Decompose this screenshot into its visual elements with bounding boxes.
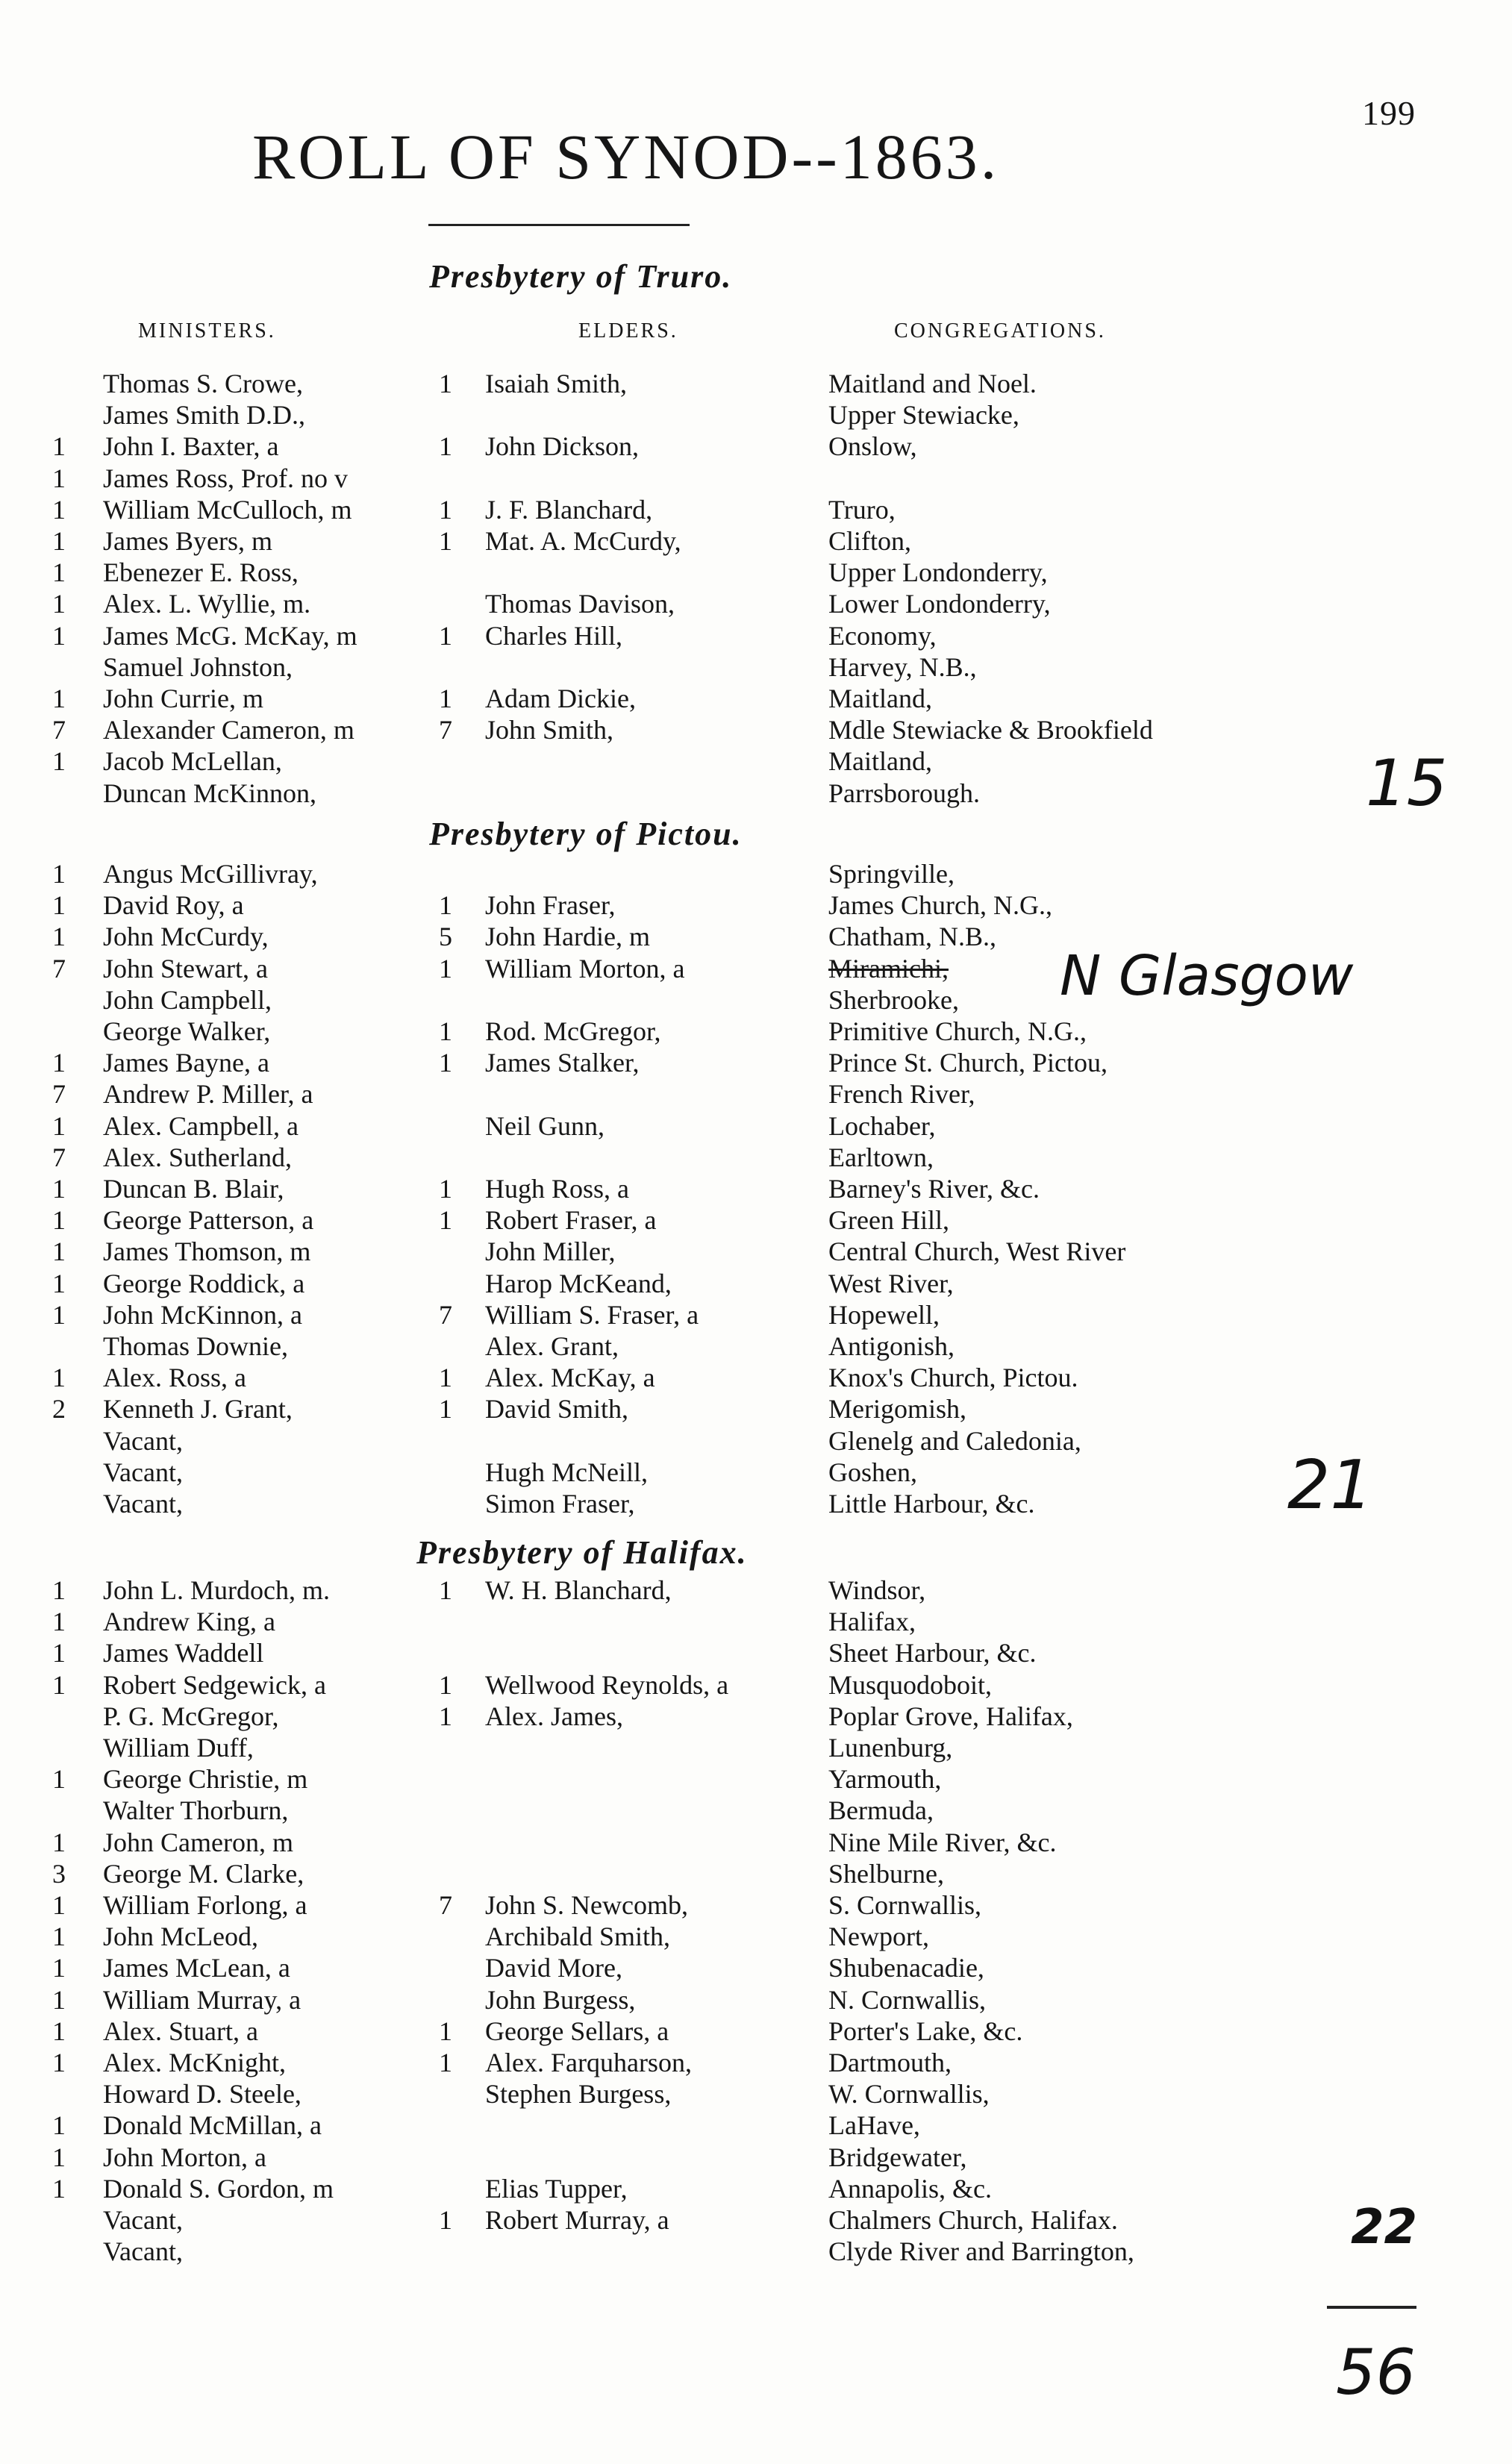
elder-count: 7 [439,1299,452,1330]
minister-count: 1 [52,1205,66,1236]
congregation-name: Annapolis, &c. [828,2173,992,2204]
title-rule [428,224,690,226]
minister-count: 1 [52,557,66,588]
roll-row [0,2236,1512,2267]
elder-name: J. F. Blanchard, [485,494,653,525]
elder-count: 1 [439,890,452,921]
elder-name: Rod. McGregor, [485,1016,661,1046]
minister-name: Jacob McLellan, [103,746,282,777]
roll-row [0,1669,1512,1701]
congregation-name: LaHave, [828,2110,920,2141]
minister-count: 1 [52,2142,66,2172]
congregation-name: Harvey, N.B., [828,651,977,682]
elder-name: Neil Gunn, [485,1110,605,1141]
minister-name: Vacant, [103,1425,183,1456]
minister-name: John McKinnon, a [103,1299,302,1330]
roll-row [0,714,1512,745]
minister-name: Alexander Cameron, m [103,715,354,745]
minister-name: John L. Murdoch, m. [103,1575,330,1605]
elder-count: 1 [439,1174,452,1204]
roll-row [0,525,1512,557]
roll-row [0,1078,1512,1110]
minister-count: 1 [52,922,66,952]
congregation-name: Maitland, [828,684,932,713]
congregation-name: Lochaber, [828,1110,936,1141]
elder-name: John Miller, [485,1236,616,1267]
congregation-name: Goshen, [828,1457,917,1487]
congregation-name: Onslow, [828,431,917,462]
elder-name: John Burgess, [485,1984,636,2015]
congregation-name: Lower Londonderry, [828,589,1051,619]
roll-row [0,588,1512,619]
roll-row [0,1362,1512,1393]
roll-row [0,1858,1512,1889]
congregation-name: W. Cornwallis, [828,2079,990,2110]
elder-count: 1 [439,1363,452,1393]
minister-name: George Roddick, a [103,1268,305,1298]
minister-name: John Cameron, m [103,1827,293,1857]
elder-name: David Smith, [485,1394,629,1425]
minister-name: Walter Thorburn, [103,1795,289,1826]
elder-count: 1 [439,953,452,984]
minister-count: 1 [52,684,66,713]
congregation-name: Hopewell, [828,1299,940,1330]
congregation-name: Central Church, West River [828,1236,1126,1267]
minister-count: 1 [52,463,66,493]
minister-count: 1 [52,890,66,921]
roll-row [0,1984,1512,2016]
minister-name: Angus McGillivray, [103,859,318,889]
minister-name: George Walker, [103,1016,271,1046]
minister-name: David Roy, a [103,890,244,921]
congregation-name: S. Cornwallis, [828,1890,982,1920]
minister-name: James Waddell [103,1638,264,1669]
congregation-name: Porter's Lake, &c. [828,2016,1023,2046]
roll-row [0,1393,1512,1425]
roll-row [0,1268,1512,1299]
roll-row [0,1889,1512,1921]
roll-row [0,1795,1512,1826]
congregation-name: French River, [828,1079,975,1110]
minister-name: James Smith D.D., [103,400,306,431]
congregation-name: Shubenacadie, [828,1953,984,1983]
congregation-name: Knox's Church, Pictou. [828,1363,1078,1393]
minister-name: Howard D. Steele, [103,2079,302,2110]
elder-name: Alex. Farquharson, [485,2048,692,2077]
congregation-name: Chalmers Church, Halifax. [828,2205,1118,2235]
roll-row [0,431,1512,462]
elder-count: 7 [439,1890,452,1920]
congregation-name: Truro, [828,494,896,525]
minister-count: 1 [52,1922,66,1952]
roll-row [0,557,1512,588]
elder-name: Harop McKeand, [485,1268,672,1298]
congregation-name: Poplar Grove, Halifax, [828,1701,1073,1731]
roll-row [0,2078,1512,2110]
minister-name: Vacant, [103,1489,183,1519]
roll-row [0,1921,1512,1952]
page-title: ROLL OF SYNOD--1863. [252,121,1000,193]
minister-name: William Forlong, a [103,1890,307,1920]
congregation-name: Upper Stewiacke, [828,400,1019,431]
roll-row [0,778,1512,809]
minister-count: 1 [52,526,66,556]
minister-name: John Campbell, [103,984,272,1015]
congregation-name: Antigonish, [828,1331,955,1361]
minister-count: 1 [52,431,66,462]
minister-name: William Duff, [103,1733,254,1763]
congregation-name: Barney's River, &c. [828,1174,1040,1204]
minister-count: 7 [52,1079,66,1110]
minister-name: Donald S. Gordon, m [103,2173,334,2204]
congregation-name: Yarmouth, [828,1764,942,1795]
roll-row [0,2204,1512,2236]
minister-name: George M. Clarke, [103,1858,304,1889]
roll-row [0,1204,1512,1236]
roll-row [0,683,1512,714]
congregation-name: Economy, [828,620,937,651]
minister-name: William Murray, a [103,1984,302,2015]
minister-name: Robert Sedgewick, a [103,1669,326,1700]
roll-row [0,2110,1512,2141]
elder-name: John Dickson, [485,431,639,462]
minister-name: Donald McMillan, a [103,2110,322,2141]
congregation-name: West River, [828,1268,954,1298]
elder-name: Stephen Burgess, [485,2079,672,2110]
minister-count: 3 [52,1858,66,1889]
page-number: 199 [1362,94,1416,132]
roll-row [0,1047,1512,1078]
minister-name: Thomas Downie, [103,1331,288,1361]
minister-count: 1 [52,2048,66,2077]
minister-count: 1 [52,1607,66,1637]
congregation-name: Maitland, [828,746,932,777]
elder-name: Adam Dickie, [485,684,636,713]
minister-count: 7 [52,715,66,745]
roll-row [0,889,1512,921]
roll-row [0,1488,1512,1519]
minister-count: 1 [52,1299,66,1330]
elder-name: Mat. A. McCurdy, [485,526,681,556]
elder-name: Alex. Grant, [485,1331,619,1361]
elder-name: William Morton, a [485,953,685,984]
elder-name: Charles Hill, [485,620,622,651]
minister-name: John McCurdy, [103,922,269,952]
roll-row [0,1110,1512,1142]
roll-row [0,494,1512,525]
roll-row [0,463,1512,494]
elder-name: Elias Tupper, [485,2173,628,2204]
elder-count: 1 [439,620,452,651]
elder-name: W. H. Blanchard, [485,1575,672,1605]
congregation-name: Bermuda, [828,1795,934,1826]
elder-name: Thomas Davison, [485,589,675,619]
minister-name: James Ross, Prof. no v [103,463,349,493]
elder-name: Wellwood Reynolds, a [485,1669,729,1700]
minister-name: Vacant, [103,2205,183,2235]
roll-row [0,2047,1512,2078]
congregation-name: Lunenburg, [828,1733,953,1763]
elder-count: 1 [439,1575,452,1605]
elder-count: 1 [439,2205,452,2235]
elder-count: 1 [439,2016,452,2046]
roll-row [0,620,1512,651]
minister-count: 1 [52,1268,66,1298]
elder-name: John Hardie, m [485,922,650,952]
elder-count: 1 [439,1394,452,1425]
minister-count: 1 [52,859,66,889]
elder-count: 1 [439,526,452,556]
handwritten-total: 56 [1336,2336,1416,2409]
roll-row [0,858,1512,889]
minister-name: Alex. Ross, a [103,1363,246,1393]
elder-count: 1 [439,2048,452,2077]
minister-count: 1 [52,2173,66,2204]
minister-name: John Currie, m [103,684,263,713]
congregation-name: Sheet Harbour, &c. [828,1638,1037,1669]
minister-count: 1 [52,1669,66,1700]
roll-row [0,1425,1512,1457]
congregation-name: Prince St. Church, Pictou, [828,1048,1108,1078]
congregation-name: Dartmouth, [828,2048,952,2077]
roll-row [0,1016,1512,1047]
minister-name: James McG. McKay, m [103,620,357,651]
congregation-name: N. Cornwallis, [828,1984,986,2015]
elder-name: Alex. McKay, a [485,1363,655,1393]
minister-count: 2 [52,1394,66,1425]
congregation-name: Green Hill, [828,1205,949,1236]
elder-count: 1 [439,1016,452,1046]
minister-name: James Thomson, m [103,1236,311,1267]
roll-row [0,1827,1512,1858]
congregation-name: Musquodoboit, [828,1669,993,1700]
minister-count: 1 [52,746,66,777]
handwritten-pictou-count: 21 [1287,1446,1373,1525]
congregation-name: James Church, N.G., [828,890,1052,921]
minister-count: 1 [52,1363,66,1393]
handwritten-halifax-count: 22 [1351,2200,1418,2255]
handwritten-rule [1327,2306,1416,2309]
congregation-name: Newport, [828,1922,929,1952]
minister-count: 1 [52,1764,66,1795]
handwritten-pictou-note: N Glasgow [1060,944,1354,1008]
minister-count: 1 [52,1953,66,1983]
elder-name: William S. Fraser, a [485,1299,699,1330]
minister-count: 1 [52,1110,66,1141]
minister-name: Duncan B. Blair, [103,1174,284,1204]
minister-count: 1 [52,1827,66,1857]
congregation-name: Springville, [828,859,955,889]
congregation-name: Glenelg and Caledonia, [828,1425,1081,1456]
congregation-name: Upper Londonderry, [828,557,1048,588]
minister-name: John Morton, a [103,2142,266,2172]
presbytery-title: Presbytery of Truro. [429,258,733,295]
elder-name: Simon Fraser, [485,1489,635,1519]
minister-count: 7 [52,1142,66,1172]
congregation-name: Shelburne, [828,1858,944,1889]
handwritten-truro-count: 15 [1366,746,1448,821]
elder-name: Archibald Smith, [485,1922,670,1952]
roll-row [0,1299,1512,1331]
elder-name: Robert Fraser, a [485,1205,657,1236]
minister-name: Samuel Johnston, [103,651,293,682]
roll-row [0,1331,1512,1362]
elder-count: 1 [439,431,452,462]
elder-count: 1 [439,494,452,525]
presbytery-title: Presbytery of Halifax. [416,1534,748,1571]
minister-name: Alex. Sutherland, [103,1142,292,1172]
minister-count: 1 [52,1638,66,1669]
elder-count: 1 [439,369,452,398]
roll-row [0,1457,1512,1488]
minister-count: 7 [52,953,66,984]
minister-count: 1 [52,589,66,619]
roll-row [0,1763,1512,1795]
elder-name: James Stalker, [485,1048,640,1078]
minister-name: George Christie, m [103,1764,308,1795]
congregation-name: Sherbrooke, [828,984,959,1015]
minister-count: 1 [52,1048,66,1078]
minister-name: John Stewart, a [103,953,268,984]
minister-name: Andrew P. Miller, a [103,1079,313,1110]
minister-name: P. G. McGregor, [103,1701,279,1731]
minister-count: 1 [52,2110,66,2141]
elder-count: 1 [439,1669,452,1700]
elder-name: Isaiah Smith, [485,369,627,398]
elder-count: 1 [439,1205,452,1236]
congregation-name: Nine Mile River, &c. [828,1827,1057,1857]
minister-name: Ebenezer E. Ross, [103,557,299,588]
minister-name: Alex. L. Wyllie, m. [103,589,311,619]
minister-count: 1 [52,1890,66,1920]
roll-row [0,651,1512,683]
roll-row [0,1637,1512,1669]
minister-name: Andrew King, a [103,1607,275,1637]
congregation-name: Clyde River and Barrington, [828,2236,1134,2267]
minister-count: 1 [52,1575,66,1605]
minister-name: Vacant, [103,2236,183,2267]
minister-name: Thomas S. Crowe, [103,369,303,398]
elder-name: Hugh Ross, a [485,1174,630,1204]
elder-name: John Fraser, [485,890,616,921]
roll-row [0,399,1512,431]
minister-name: John McLeod, [103,1922,258,1952]
elder-name: Alex. James, [485,1701,623,1731]
minister-name: John I. Baxter, a [103,431,279,462]
roll-row [0,368,1512,399]
elder-count: 7 [439,715,452,745]
congregation-name: Earltown, [828,1142,934,1172]
roll-row [0,1732,1512,1763]
minister-count: 1 [52,2016,66,2046]
roll-row [0,2173,1512,2204]
elder-name: George Sellars, a [485,2016,669,2046]
roll-row [0,1952,1512,1983]
presbytery-title: Presbytery of Pictou. [429,816,743,852]
minister-name: George Patterson, a [103,1205,314,1236]
minister-count: 1 [52,1984,66,2015]
minister-name: William McCulloch, m [103,494,352,525]
elder-name: David More, [485,1953,622,1983]
congregation-name: Chatham, N.B., [828,922,996,952]
minister-name: Kenneth J. Grant, [103,1394,293,1425]
column-header-elders: ELDERS. [578,319,678,343]
minister-count: 1 [52,1236,66,1267]
congregation-name: Little Harbour, &c. [828,1489,1035,1519]
minister-name: James Byers, m [103,526,272,556]
minister-name: Alex. McKnight, [103,2048,286,2077]
minister-name: James McLean, a [103,1953,290,1983]
minister-count: 1 [52,620,66,651]
roll-row [0,2142,1512,2173]
minister-count: 1 [52,1174,66,1204]
minister-name: Alex. Campbell, a [103,1110,299,1141]
roll-row [0,745,1512,777]
column-header-ministers: MINISTERS. [138,319,276,343]
roll-row [0,1173,1512,1204]
congregation-name: Mdle Stewiacke & Brookfield [828,715,1153,745]
congregation-name: Bridgewater, [828,2142,967,2172]
elder-name: John S. Newcomb, [485,1890,688,1920]
elder-count: 1 [439,1701,452,1731]
minister-count: 1 [52,494,66,525]
roll-row [0,1142,1512,1173]
minister-name: Alex. Stuart, a [103,2016,258,2046]
elder-name: Hugh McNeill, [485,1457,648,1487]
congregation-name: Halifax, [828,1607,916,1637]
elder-count: 5 [439,922,452,952]
minister-name: James Bayne, a [103,1048,269,1078]
roll-row [0,1606,1512,1637]
elder-count: 1 [439,1048,452,1078]
roll-row [0,1236,1512,1267]
elder-name: John Smith, [485,715,614,745]
roll-row [0,2016,1512,2047]
roll-row [0,1575,1512,1606]
roll-row [0,1701,1512,1732]
congregation-name: Merigomish, [828,1394,966,1425]
congregation-name: Parrsborough. [828,778,980,808]
congregation-name: Primitive Church, N.G., [828,1016,1087,1046]
congregation-name: Miramichi, [828,953,949,984]
congregation-name: Windsor, [828,1575,926,1605]
elder-name: Robert Murray, a [485,2205,669,2235]
congregation-name: Clifton, [828,526,912,556]
minister-name: Duncan McKinnon, [103,778,316,808]
column-header-congregations: CONGREGATIONS. [894,319,1106,343]
minister-name: Vacant, [103,1457,183,1487]
elder-count: 1 [439,684,452,713]
congregation-name: Maitland and Noel. [828,369,1037,398]
